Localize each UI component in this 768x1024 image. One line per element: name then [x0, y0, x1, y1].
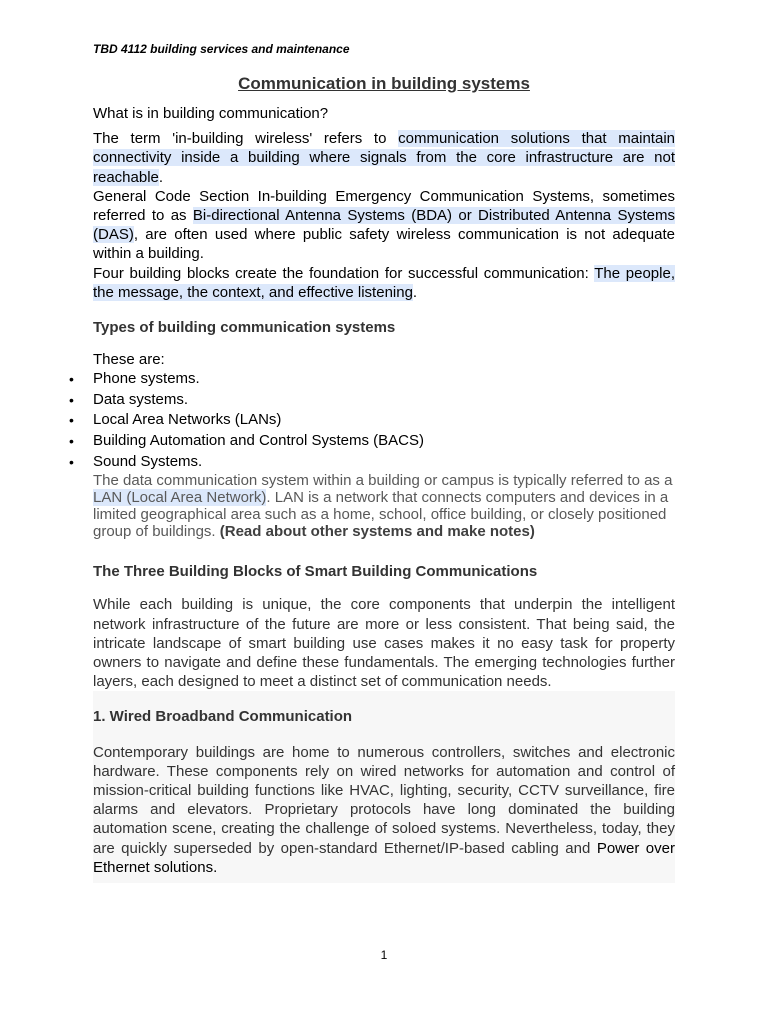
- text-run: Four building blocks create the foundation for successful communication:: [93, 264, 595, 282]
- text-run: .: [158, 168, 164, 186]
- paragraph-in-building-wireless: [93, 129, 675, 187]
- text-run: The data communication system within a building or campus is typically referred to as a: [93, 472, 673, 490]
- intro-question: What is in building communication?: [93, 105, 329, 122]
- text-run: , are often used where public safety wireless communication is not adequate within a building.: [93, 226, 675, 263]
- list-item: • Building Automation and Control Systems (BACS): [93, 431, 675, 452]
- document-body: [93, 104, 675, 883]
- text-run: General Code Section In-building Emergency Communication Systems, sometimes referred to as: [93, 187, 675, 225]
- highlighted-text: The people, the message, the context, and effective listening: [93, 264, 675, 301]
- paragraph-wired: [93, 743, 675, 877]
- types-list: [93, 369, 675, 472]
- highlighted-text: Bi-directional Antenna Systems (BDA) or Distributed Antenna Systems (DAS): [93, 207, 675, 244]
- text-run: .: [412, 283, 418, 301]
- page-title: Communication in building systems: [238, 74, 530, 93]
- heading-three-blocks: The Three Building Blocks of Smart Building Communications: [93, 563, 538, 581]
- these-are-label: These are:: [93, 351, 165, 369]
- list-item: • Sound Systems.: [93, 452, 675, 473]
- shaded-section: [93, 691, 675, 883]
- list-item: • Data systems.: [93, 390, 675, 411]
- paragraph-lan: [93, 472, 675, 540]
- running-header: TBD 4112 building services and maintenance: [93, 42, 350, 56]
- text-run: Contemporary buildings are home to numerous controllers, switches and electronic hardware. These components rely on wired networks for automation and control of mission-critical building functions like HVAC, lighting, security, CCTV surveillance, fire alarms and elevators. Proprietary protocols have long dominated the building automation scene, creating the challenge of soloed systems. Nevertheless, today, they are quickly superseded by open-standard Ethernet/IP-based cabling and: [93, 743, 675, 857]
- heading-wired-broadband: 1. Wired Broadband Communication: [93, 708, 353, 726]
- text-run: The term 'in-building wireless' refers to: [93, 130, 399, 148]
- page-number: 1: [380, 948, 388, 962]
- heading-types: Types of building communication systems: [93, 319, 396, 337]
- paragraph-building-blocks: [93, 264, 675, 302]
- text-run: . LAN is a network that connects computers and devices in a limited geographical area such as a home, school, office building, or closely positioned group of buildings.: [93, 489, 669, 541]
- text-run: Power over Ethernet solutions.: [93, 839, 675, 876]
- highlighted-text: LAN (Local Area Network): [93, 489, 267, 507]
- highlighted-text: communication solutions that maintain connectivity inside a building where signals from the core infrastructure are not reachable: [93, 130, 675, 186]
- list-item: • Phone systems.: [93, 369, 675, 390]
- list-item: • Local Area Networks (LANs): [93, 410, 675, 431]
- paragraph-emergency-systems: [93, 187, 675, 264]
- bold-note: (Read about other systems and make notes): [219, 523, 535, 541]
- paragraph-smart-building: While each building is unique, the core components that underpin the intelligent network infrastructure of the future are more or less consistent. That being said, the intricate landscape of smart building use cases makes it no easy task for property owners to navigate and define these fundamentals. The emerging technologies further layers, each designed to meet a distinct set of communication needs.: [93, 596, 675, 691]
